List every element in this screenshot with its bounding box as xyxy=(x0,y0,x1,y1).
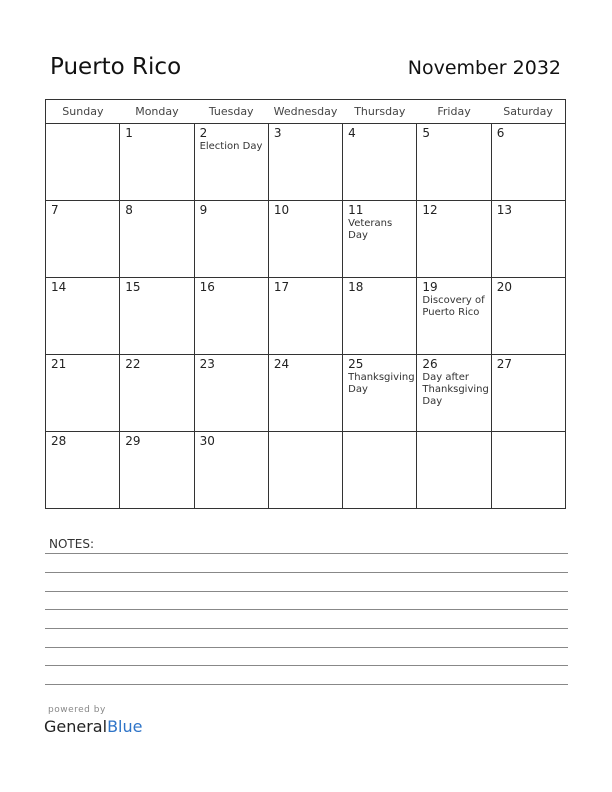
day-cell xyxy=(343,355,417,432)
powered-by-text: powered by xyxy=(48,705,106,715)
day-cell xyxy=(343,278,417,355)
week-row xyxy=(46,124,566,201)
day-number: 19 xyxy=(422,280,438,294)
day-cell xyxy=(343,124,417,201)
day-number: 13 xyxy=(496,203,512,217)
day-number: 18 xyxy=(348,280,364,294)
weekday-friday: Friday xyxy=(417,100,491,124)
day-number: 3 xyxy=(273,126,282,140)
month-year-title: November 2032 xyxy=(407,57,561,79)
week-row xyxy=(46,278,566,355)
holiday-label: Discovery of Puerto Rico xyxy=(422,295,485,318)
weekday-saturday: Saturday xyxy=(491,100,565,124)
day-number: 12 xyxy=(422,203,438,217)
generalblue-logo[interactable] xyxy=(44,717,142,736)
day-number: 20 xyxy=(496,280,512,294)
day-cell xyxy=(417,278,491,355)
day-number: 30 xyxy=(199,434,215,448)
day-cell xyxy=(120,124,194,201)
day-number: 21 xyxy=(51,357,67,371)
notes-line xyxy=(45,665,568,666)
day-cell xyxy=(120,278,194,355)
week-row xyxy=(46,201,566,278)
week-row xyxy=(46,432,566,509)
holiday-label: Election Day xyxy=(199,141,263,152)
day-number: 25 xyxy=(348,357,364,371)
day-cell xyxy=(194,124,268,201)
day-number: 17 xyxy=(273,280,290,294)
day-cell xyxy=(268,432,342,509)
day-number: 15 xyxy=(125,280,141,294)
day-number: 27 xyxy=(496,357,512,371)
day-cell xyxy=(491,355,565,432)
notes-line xyxy=(45,553,568,554)
day-number: 2 xyxy=(199,126,208,140)
day-number: 8 xyxy=(125,203,133,217)
day-cell xyxy=(46,124,120,201)
day-cell xyxy=(46,278,120,355)
day-cell xyxy=(268,278,342,355)
day-cell xyxy=(343,432,417,509)
day-cell xyxy=(417,355,491,432)
notes-line xyxy=(45,684,568,685)
day-cell xyxy=(194,278,268,355)
day-number: 7 xyxy=(51,203,59,217)
weekday-monday: Monday xyxy=(120,100,194,124)
day-cell xyxy=(46,355,120,432)
holiday-label: Veterans Day xyxy=(348,218,393,241)
day-number: 14 xyxy=(51,280,67,294)
week-row xyxy=(46,355,566,432)
day-number: 23 xyxy=(199,357,215,371)
day-number: 9 xyxy=(199,203,208,217)
day-number: 24 xyxy=(273,357,290,371)
day-number: 16 xyxy=(199,280,215,294)
day-number: 22 xyxy=(125,357,141,371)
holiday-label: Thanksgiving Day xyxy=(348,372,415,395)
day-cell xyxy=(268,355,342,432)
day-number: 10 xyxy=(273,203,290,217)
brand-blue-text: Blue xyxy=(107,717,143,736)
calendar-grid xyxy=(45,99,566,509)
day-cell xyxy=(120,432,194,509)
notes-line xyxy=(45,647,568,648)
holiday-label: Day after Thanksgiving Day xyxy=(422,372,489,407)
day-cell xyxy=(120,355,194,432)
weekday-sunday: Sunday xyxy=(46,100,120,124)
day-number: 1 xyxy=(125,126,133,140)
weekday-tuesday: Tuesday xyxy=(194,100,268,124)
day-cell xyxy=(46,201,120,278)
notes-line xyxy=(45,609,568,610)
weekday-wednesday: Wednesday xyxy=(268,100,342,124)
day-cell xyxy=(491,278,565,355)
notes-label: NOTES: xyxy=(49,537,94,551)
day-cell xyxy=(417,201,491,278)
day-number: 6 xyxy=(496,126,505,140)
day-cell xyxy=(417,124,491,201)
day-number: 4 xyxy=(348,126,356,140)
day-cell xyxy=(268,124,342,201)
day-cell xyxy=(343,201,417,278)
notes-line xyxy=(45,591,568,592)
country-title: Puerto Rico xyxy=(50,54,182,80)
day-cell xyxy=(46,432,120,509)
day-number: 26 xyxy=(422,357,438,371)
day-cell xyxy=(417,432,491,509)
day-number: 29 xyxy=(125,434,141,448)
weekday-header-row xyxy=(46,100,566,124)
day-cell xyxy=(120,201,194,278)
day-cell xyxy=(268,201,342,278)
day-cell xyxy=(491,201,565,278)
day-cell xyxy=(491,432,565,509)
day-number: 11 xyxy=(348,203,364,217)
day-cell xyxy=(194,355,268,432)
day-cell xyxy=(194,201,268,278)
day-cell xyxy=(491,124,565,201)
day-cell xyxy=(194,432,268,509)
brand-general-text: General xyxy=(44,717,108,736)
day-number: 5 xyxy=(422,126,431,140)
notes-line xyxy=(45,628,568,629)
notes-line xyxy=(45,572,568,573)
weekday-thursday: Thursday xyxy=(343,100,417,124)
day-number: 28 xyxy=(51,434,67,448)
